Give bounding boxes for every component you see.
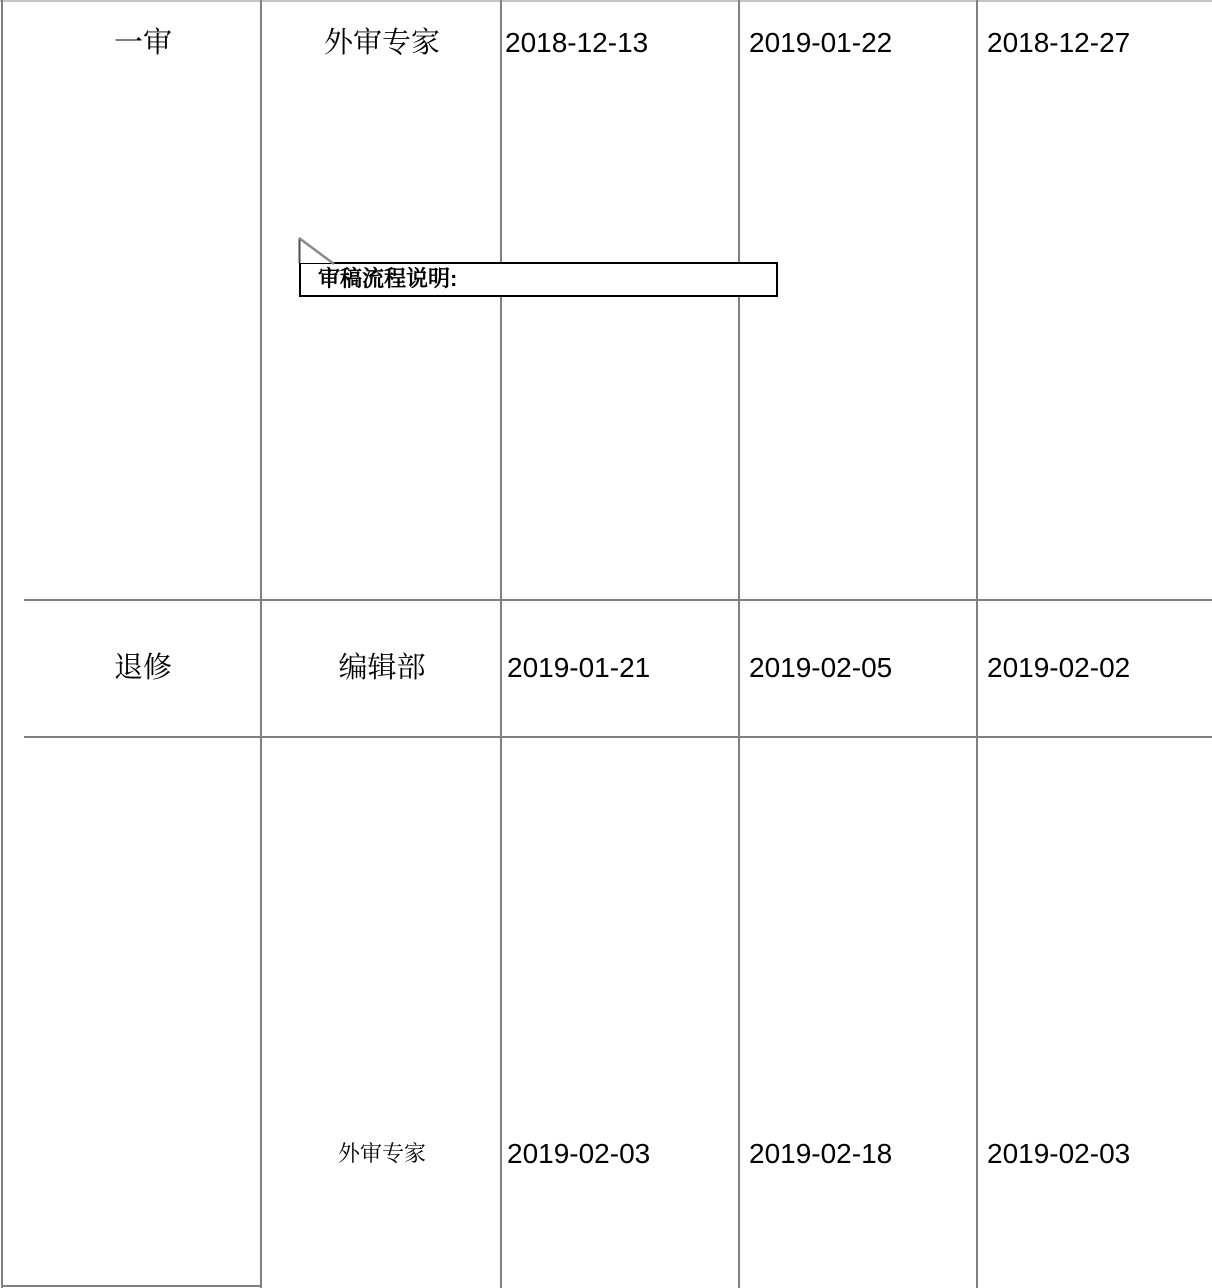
row2-date-sent-cell: 2019-01-21 xyxy=(507,652,651,683)
tooltip-label: 审稿流程说明: xyxy=(318,266,458,291)
column-border-2 xyxy=(500,0,502,1288)
row1-date-sent-cell: 2018-12-13 xyxy=(505,27,649,58)
row1-date-returned-cell: 2018-12-27 xyxy=(987,27,1131,58)
row1-date-due-cell: 2019-01-22 xyxy=(749,27,893,58)
table-top-border xyxy=(0,0,1212,2)
row-border-1 xyxy=(24,599,1212,601)
column-border-3 xyxy=(738,0,740,1288)
row3-role-cell: 外审专家 xyxy=(337,1141,426,1166)
row-border-2 xyxy=(24,736,1212,738)
row1-stage-cell: 一审 xyxy=(113,27,172,59)
review-process-tooltip xyxy=(299,262,778,297)
column-border-1 xyxy=(260,0,262,1288)
column-border-4 xyxy=(976,0,978,1288)
row1-role-cell: 外审专家 xyxy=(323,27,440,59)
row2-date-returned-cell: 2019-02-02 xyxy=(987,652,1131,683)
column-border-left xyxy=(1,0,3,1288)
arrow-cursor-icon xyxy=(297,237,339,266)
row3-date-sent-cell: 2019-02-03 xyxy=(507,1138,651,1169)
row-border-bottom-partial xyxy=(2,1285,262,1287)
row3-date-returned-cell: 2019-02-03 xyxy=(987,1138,1131,1169)
row2-stage-cell: 退修 xyxy=(113,652,172,684)
row2-date-due-cell: 2019-02-05 xyxy=(749,652,893,683)
row2-role-cell: 编辑部 xyxy=(338,652,426,684)
row3-date-due-cell: 2019-02-18 xyxy=(749,1138,893,1169)
